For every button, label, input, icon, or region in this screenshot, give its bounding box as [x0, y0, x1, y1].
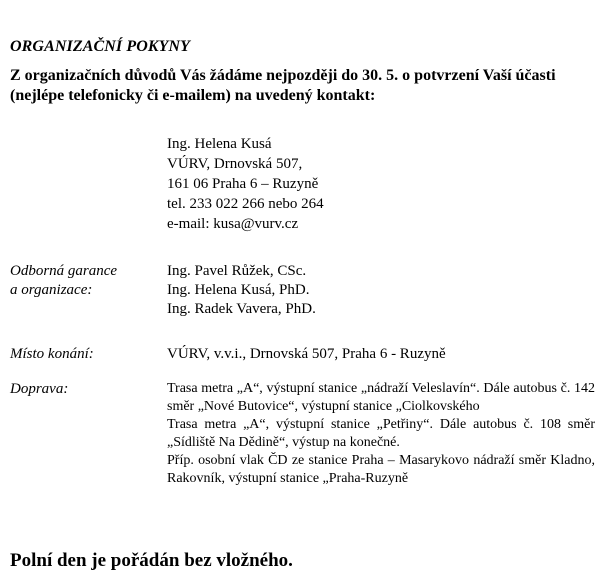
garance-label-line: Odborná garance — [10, 263, 118, 279]
doprava-details — [167, 380, 595, 488]
section-heading: ORGANIZAČNÍ POKYNY — [10, 38, 191, 55]
garance-people — [167, 262, 316, 319]
contact-address: 161 06 Praha 6 – Ruzyně — [167, 176, 319, 192]
doprava-paragraph: Příp. osobní vlak ČD ze stanice Praha – Masarykovo nádraží směr Kladno, Rakovník, výstupní stanice „Praha-Ruzyně — [167, 453, 595, 486]
doprava-paragraph: Trasa metra „A“, výstupní stanice „Petřiny“. Dále autobus č. 108 směr „Sídliště Na Dědině“, výstup na konečné. — [167, 417, 595, 450]
misto-label: Místo konání: — [10, 346, 94, 362]
misto-value: VÚRV, v.v.i., Drnovská 507, Praha 6 - Ruzyně — [167, 346, 446, 362]
doprava-paragraph: Trasa metra „A“, výstupní stanice „nádraží Veleslavín“. Dále autobus č. 142 směr „Nové Butovice“, výstupní stanice „Ciolkovského — [167, 381, 595, 414]
contact-email: e-mail: kusa@vurv.cz — [167, 216, 299, 232]
intro-paragraph: Z organizačních důvodů Vás žádáme nejpozději do 30. 5. o potvrzení Vaší účasti (nejlépe telefonicky či e-mailem) na uvedený kontakt: — [10, 67, 556, 104]
garance-person: Ing. Radek Vavera, PhD. — [167, 301, 316, 317]
contact-institution: VÚRV, Drnovská 507, — [167, 156, 303, 172]
garance-label-line: a organizace: — [10, 282, 93, 298]
garance-label — [10, 262, 160, 300]
garance-person: Ing. Pavel Růžek, CSc. — [167, 263, 307, 279]
contact-phone: tel. 233 022 266 nebo 264 — [167, 196, 324, 212]
footer-note: Polní den je pořádán bez vložného. — [10, 550, 293, 571]
doprava-label: Doprava: — [10, 381, 69, 397]
garance-person: Ing. Helena Kusá, PhD. — [167, 282, 310, 298]
contact-name: Ing. Helena Kusá — [167, 136, 272, 152]
contact-block — [167, 134, 324, 234]
